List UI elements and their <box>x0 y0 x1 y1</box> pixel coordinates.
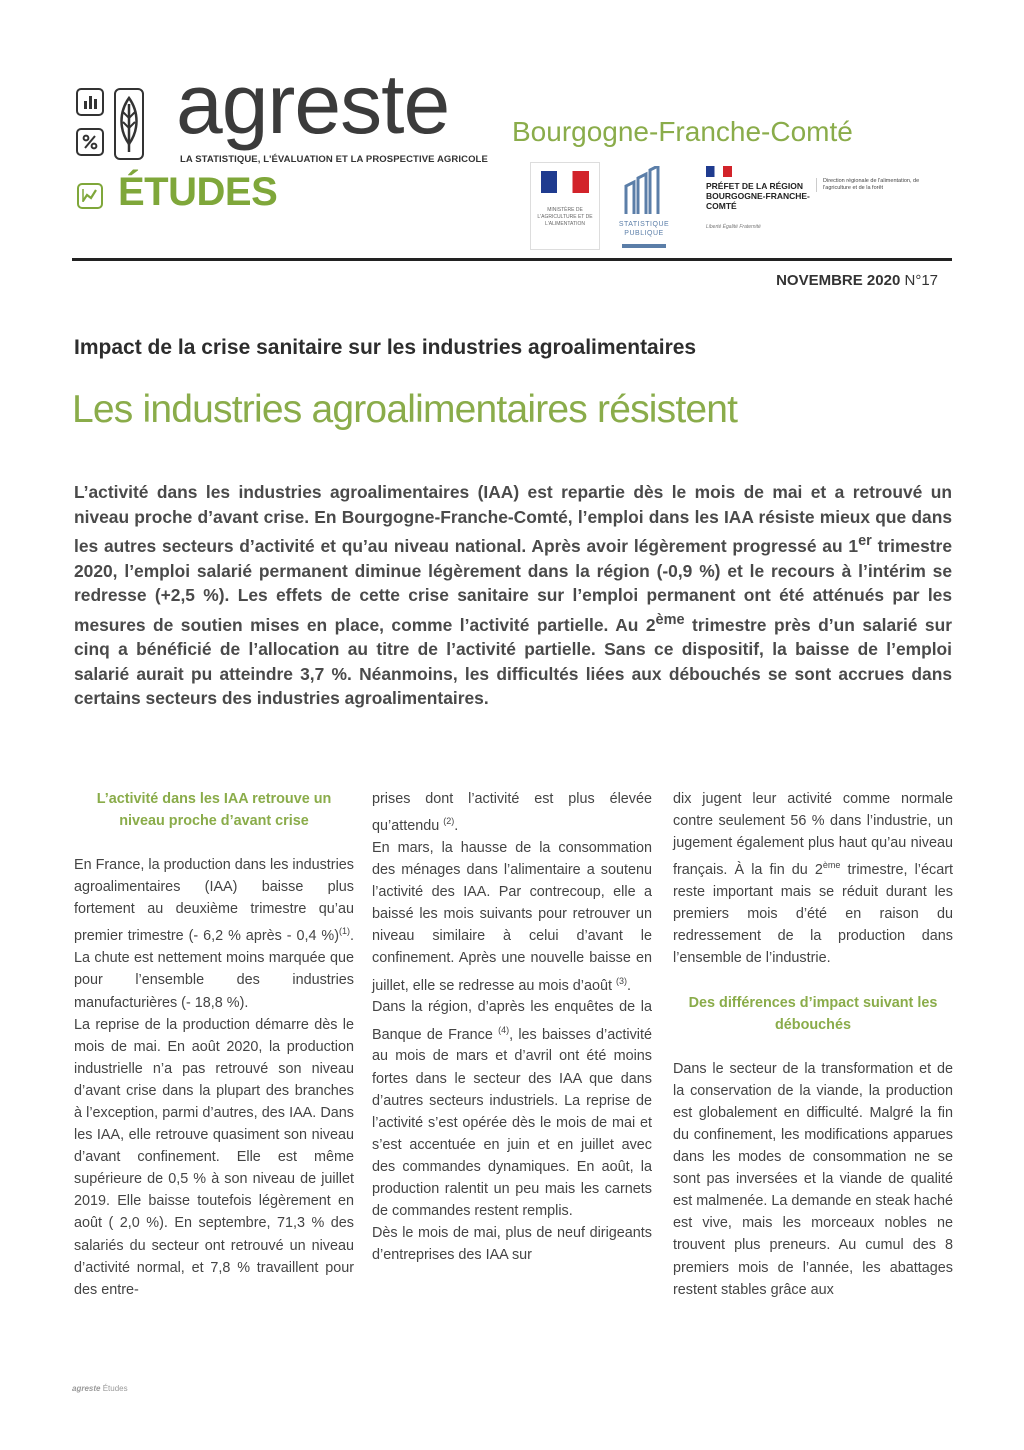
issue-number: N°17 <box>904 272 938 289</box>
ministry-caption: MINISTÈRE DE L'AGRICULTURE ET DE L'ALIMENTATION <box>537 207 593 227</box>
body-paragraph: Dans le secteur de la transformation et de la conservation de la viande, la production est globalement en difficulté. Malgré la fin du confinement, les modifications apparues dans les modes de consommation ne se sont pas inversées et la viande de qualité est malmenée. La demande en steak haché est vive, mais les morceaux nobles ne trouvent plus preneurs. Au cumul des 8 premiers mois de l’année, les abattages restent stables grâce aux <box>673 1060 953 1298</box>
leaf-icon <box>114 88 144 160</box>
lead-sup: ème <box>655 611 685 628</box>
statistique-publique-logo <box>616 166 672 250</box>
page-footer <box>72 1384 128 1393</box>
region-name: Bourgogne-Franche-Comté <box>512 116 853 147</box>
bar-chart-icon <box>76 88 104 116</box>
section-heading: Des différences d’impact suivant les débouchés <box>688 994 938 1033</box>
footer-text: Études <box>102 1384 128 1393</box>
stat-rule <box>622 244 666 248</box>
stat-buildings-icon <box>620 166 668 216</box>
ministry-logo <box>530 162 600 250</box>
lead-text: L’activité dans les industries agroalimentaires (IAA) est repartie dès le mois de mai et a retrouvé un niveau proche d’avant crise. En Bourgogne-Franche-Comté, l’emploi dans les IAA résiste mieux que dans les autres secteurs d’activité et qu’au niveau national. Après avoir légèrement progressé au 1 <box>74 482 952 556</box>
body-text: . <box>626 977 631 994</box>
prefet-motto: Liberté Égalité Fraternité <box>706 224 761 230</box>
ordinal-sup: ème <box>822 860 841 871</box>
draaf-label: Direction régionale de l'alimentation, de l'agriculture et de la forêt <box>816 178 923 192</box>
lead-sup: er <box>858 533 872 550</box>
prefet-name: PRÉFET DE LA RÉGION BOURGOGNE-FRANCHE-COMTÉ <box>706 181 810 211</box>
kicker-title: Impact de la crise sanitaire sur les industries agroalimentaires <box>74 336 697 359</box>
body-text: En mars, la hausse de la consommation des ménages dans l’alimentaire a soutenu l’activité des IAA. Par contrecoup, elle a baissé les mois suivants pour retrouver un niveau similaire à celui d’avant le confinement. Après une nouvelle baisse en juillet, elle se redresse au mois d’août <box>372 839 652 994</box>
footnote-ref[interactable]: (2) <box>443 816 455 827</box>
lead-text: trimestre 2020, l’emploi salarié permanent diminue légèrement dans la région (-0,9 %) et le recours à l’intérim se redresse (+2,5 %). Les effets de cette crise sanitaire sur l’emploi permanent ont été atténués par les mesures de soutien mises en place, comme l’activité partielle. Au 2 <box>74 535 952 635</box>
section-heading: L’activité dans les IAA retrouve un niveau proche d’avant crise <box>96 791 332 830</box>
body-paragraph <box>372 996 652 1222</box>
lead-text: trimestre près d’un salarié sur cinq a bénéficié de l’allocation au titre de l’activité partielle. Sans ce dispositif, la baisse de l’emploi salarié aurait pu atteindre 3,7 %. Néanmoins, les difficultés liées aux débouchés se sont accrues dans certains secteurs des industries agroalimentaires. <box>74 614 952 709</box>
french-flag-icon <box>541 171 589 193</box>
headline: Les industries agroalimentaires résistent <box>72 388 738 431</box>
percent-icon <box>76 128 104 156</box>
body-paragraph: La reprise de la production démarre dès le mois de mai. En août 2020, la production industrielle n’a pas retrouvé son niveau d’avant crise dans la plupart des branches à l’exception, parmi d’autres, des IAA. Dans les IAA, elle retrouve quasiment son niveau d’avant confinement. Elle est même supérieure de 0,5 % à son niveau de juillet 2019. Elle baisse toutefois légèrement en août ( 2,0 %). En septembre, 71,3 % des salariés du secteur ont retrouvé un niveau d’activité normal, et 7,8 % travaillent pour des entre- <box>74 1016 354 1298</box>
issue-date: NOVEMBRE 2020 <box>776 272 901 289</box>
footnote-ref[interactable]: (4) <box>498 1024 510 1035</box>
footer-brand: agreste <box>72 1384 101 1393</box>
column-2 <box>372 788 652 1266</box>
body-text: trimestre, l’écart reste important mais se réduit durant les premiers mois d’été en raison du redressement de la production dans l’ensemble de l’industrie. <box>673 862 953 967</box>
prefet-logo <box>706 166 816 250</box>
footnote-ref[interactable]: (3) <box>615 975 627 986</box>
body-paragraph <box>372 788 652 837</box>
issue-info <box>776 272 938 289</box>
lead-paragraph <box>74 480 952 711</box>
body-text: . La chute est nettement moins marquée que pour l’ensemble des industries manufacturières (- 18,8 %). <box>74 928 354 1011</box>
body-text: . <box>454 817 459 834</box>
body-paragraph <box>372 837 652 996</box>
body-text: En France, la production dans les industries agroalimentaires (IAA) baisse plus fortement au deuxième trimestre qu’au premier trimestre (- 6,2 % après - 0,4 %) <box>74 857 354 945</box>
series-label: ÉTUDES <box>118 170 278 214</box>
body-text: Dans la région, d’après les enquêtes de la Banque de France <box>372 999 652 1043</box>
footnote-ref[interactable]: (1) <box>339 926 350 937</box>
brand-name: agreste <box>176 57 450 151</box>
column-1 <box>74 788 354 1301</box>
column-3 <box>673 788 953 1301</box>
body-paragraph <box>74 854 354 1013</box>
header-divider <box>72 258 952 261</box>
body-text: dix jugent leur activité comme normale contre seulement 56 % dans l’industrie, un jugement également plus haut qu’au niveau français. À la fin du 2 <box>673 791 953 879</box>
body-paragraph: Dès le mois de mai, plus de neuf dirigeants d’entreprises des IAA sur <box>372 1225 652 1264</box>
body-paragraph <box>673 788 953 970</box>
marianne-flag-icon <box>706 166 732 177</box>
agreste-logo-icons <box>76 88 168 166</box>
brand-subtitle: LA STATISTIQUE, L'ÉVALUATION ET LA PROSPECTIVE AGRICOLE <box>180 154 488 165</box>
trend-icon <box>77 183 103 209</box>
body-text: prises dont l’activité est plus élevée qu’attendu <box>372 791 652 834</box>
body-text: , les baisses d’activité au mois de mars et d’avril ont été moins fortes dans le secteur des IAA que dans d’autres secteurs industriels. La reprise de l’activité s’est opérée dès le mois de mai et s’est accentuée en juin et en juillet avec des commandes dynamiques. En août, la production ralentit un peu mais les carnets de commandes restent remplis. <box>372 1026 653 1220</box>
stat-caption: STATISTIQUE PUBLIQUE <box>618 221 670 237</box>
